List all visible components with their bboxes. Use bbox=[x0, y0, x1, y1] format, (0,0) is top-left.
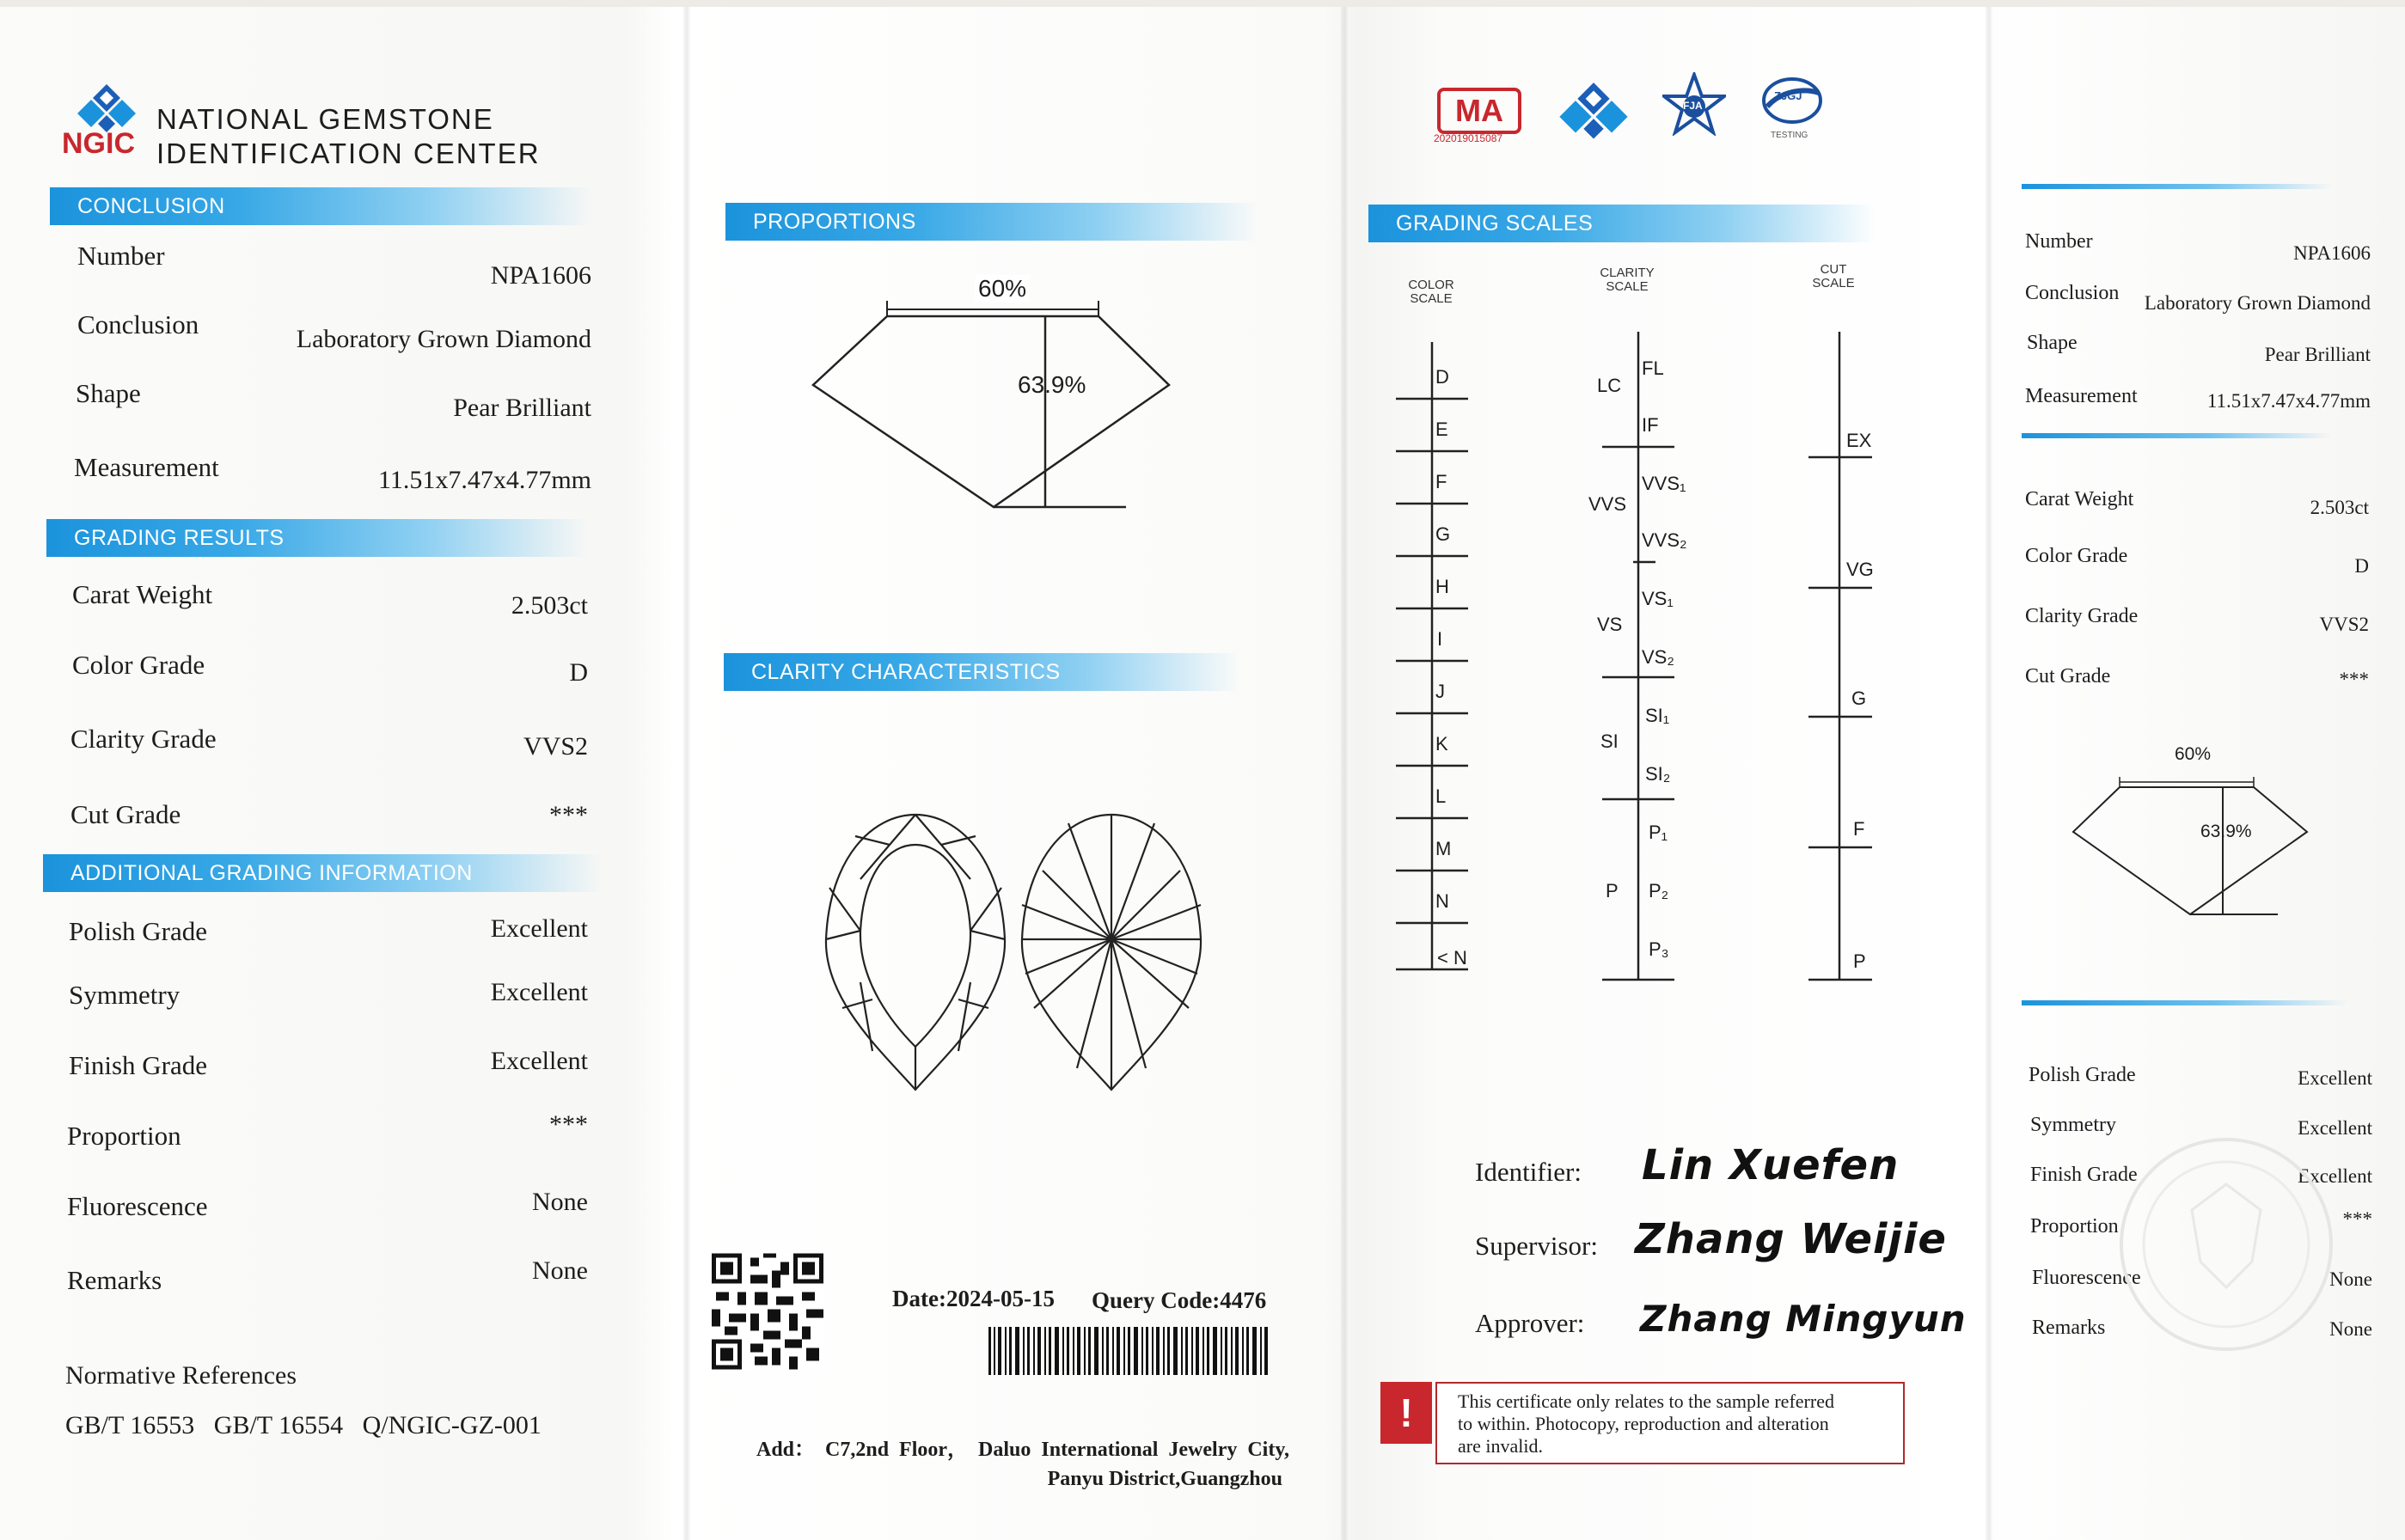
org-name-line2: IDENTIFICATION CENTER bbox=[156, 138, 541, 169]
summary-label: Polish Grade bbox=[2029, 1064, 2136, 1086]
summary-value: Excellent bbox=[2298, 1117, 2372, 1139]
color-grade-label: L bbox=[1435, 785, 1447, 807]
cut-grade-label: G bbox=[1851, 688, 1867, 709]
clarity-grade-label: SI₂ bbox=[1645, 763, 1671, 785]
supervisor-label: Supervisor: bbox=[1475, 1231, 1598, 1261]
row-label: Shape bbox=[76, 378, 141, 408]
summary-label: Conclusion bbox=[2025, 282, 2120, 304]
address-line2: Panyu District,Guangzhou bbox=[1047, 1468, 1282, 1490]
color-grade-label: N bbox=[1435, 890, 1449, 912]
summary-value: Excellent bbox=[2298, 1165, 2372, 1187]
zjgj-text: ZJGJ bbox=[1774, 89, 1802, 102]
summary-label: Carat Weight bbox=[2025, 488, 2134, 510]
supervisor-signature: Zhang Weijie bbox=[1635, 1215, 1947, 1263]
clarity-scale-title bbox=[1588, 266, 1666, 294]
normative-title: Normative References bbox=[65, 1361, 297, 1390]
row-value: *** bbox=[549, 1110, 588, 1139]
clarity-grade-label: VVS₂ bbox=[1642, 529, 1687, 551]
clarity-plot-diagram bbox=[821, 810, 1208, 1094]
row-value: NPA1606 bbox=[490, 261, 591, 290]
row-value: Excellent bbox=[490, 978, 588, 1006]
row-value: 2.503ct bbox=[511, 591, 588, 620]
summary-label: Shape bbox=[2027, 332, 2078, 354]
fold-line bbox=[683, 7, 690, 1540]
summary-proportions-diagram bbox=[2068, 763, 2312, 926]
row-label: Measurement bbox=[74, 452, 219, 482]
grading-scales-header: GRADING SCALES bbox=[1368, 205, 1876, 242]
clarity-grade-label: P₃ bbox=[1649, 938, 1669, 960]
summary-value: Pear Brilliant bbox=[2264, 344, 2371, 365]
warning-icon bbox=[1380, 1382, 1432, 1444]
row-label: Finish Grade bbox=[69, 1050, 208, 1080]
summary-value: None bbox=[2329, 1268, 2372, 1290]
logo-abbr: NGIC bbox=[62, 127, 135, 160]
query-code: Query Code:4476 bbox=[1092, 1287, 1267, 1313]
row-label: Fluorescence bbox=[67, 1191, 208, 1221]
color-grade-label: G bbox=[1435, 523, 1451, 545]
color-scale-title bbox=[1392, 278, 1470, 306]
summary-value: None bbox=[2329, 1318, 2372, 1340]
additional-info-header: ADDITIONAL GRADING INFORMATION bbox=[43, 854, 602, 892]
row-label: Color Grade bbox=[72, 650, 205, 680]
summary-label: Color Grade bbox=[2025, 545, 2128, 567]
fja-text: FJA bbox=[1683, 100, 1703, 112]
summary-value: D bbox=[2354, 555, 2369, 577]
row-label: Conclusion bbox=[77, 309, 199, 339]
summary-depth-percentage: 63.9% bbox=[2200, 822, 2252, 841]
row-value: D bbox=[569, 658, 588, 687]
cma-number: 202019015087 bbox=[1434, 132, 1503, 144]
row-value: *** bbox=[549, 801, 588, 829]
fold-line bbox=[1986, 7, 1992, 1540]
clarity-group-label: P bbox=[1606, 880, 1619, 901]
scale-title-line: COLOR bbox=[1408, 278, 1454, 292]
row-label: Symmetry bbox=[69, 980, 181, 1010]
qr-code-icon bbox=[712, 1253, 823, 1370]
color-grade-label: E bbox=[1435, 419, 1448, 440]
approver-label: Approver: bbox=[1475, 1308, 1585, 1338]
scale-title-line: SCALE bbox=[1606, 279, 1649, 294]
identifier-signature: Lin Xuefen bbox=[1642, 1141, 1900, 1189]
row-label: Carat Weight bbox=[72, 579, 213, 609]
table-percentage: 60% bbox=[975, 275, 1030, 302]
summary-label: Clarity Grade bbox=[2025, 605, 2139, 627]
proportions-header: PROPORTIONS bbox=[725, 203, 1258, 241]
warning-icon-glyph: ! bbox=[1399, 1390, 1413, 1435]
cut-grade-label: VG bbox=[1846, 559, 1874, 580]
clarity-grade-label: FL bbox=[1642, 358, 1664, 379]
cut-grade-label: P bbox=[1853, 950, 1866, 972]
proportions-diagram bbox=[808, 282, 1186, 522]
summary-label: Finish Grade bbox=[2030, 1164, 2138, 1186]
scale-title-line: CLARITY bbox=[1600, 266, 1655, 280]
clarity-grade-label: P₂ bbox=[1649, 880, 1669, 901]
clarity-group-label: VVS bbox=[1588, 493, 1627, 515]
color-grade-label: I bbox=[1437, 628, 1443, 650]
row-label: Cut Grade bbox=[70, 799, 181, 829]
color-grade-label: < N bbox=[1437, 947, 1467, 969]
clarity-grade-label: VS₂ bbox=[1642, 646, 1674, 668]
clarity-group-label: LC bbox=[1597, 375, 1622, 396]
scale-title-line: CUT bbox=[1820, 262, 1847, 277]
notice-text bbox=[1458, 1390, 1834, 1458]
clarity-group-label: SI bbox=[1600, 730, 1619, 752]
summary-value: NPA1606 bbox=[2293, 242, 2371, 264]
depth-percentage: 63.9% bbox=[1018, 371, 1086, 398]
row-value: Laboratory Grown Diamond bbox=[296, 325, 591, 353]
clarity-grade-label: IF bbox=[1642, 414, 1659, 436]
summary-label: Fluorescence bbox=[2032, 1267, 2141, 1289]
row-label: Clarity Grade bbox=[70, 724, 217, 754]
row-value: Pear Brilliant bbox=[453, 394, 591, 422]
identifier-label: Identifier: bbox=[1475, 1157, 1582, 1187]
row-label: Polish Grade bbox=[69, 916, 208, 946]
summary-value: VVS2 bbox=[2319, 614, 2369, 635]
summary-divider bbox=[2022, 1000, 2348, 1005]
summary-value: 2.503ct bbox=[2310, 497, 2369, 518]
cut-scale-title bbox=[1795, 263, 1872, 290]
row-value: None bbox=[532, 1256, 588, 1285]
clarity-grade-label: P₁ bbox=[1649, 822, 1668, 843]
approver-signature: Zhang Mingyun bbox=[1640, 1298, 1967, 1340]
scale-title-line: SCALE bbox=[1812, 276, 1855, 290]
clarity-grade-label: VVS₁ bbox=[1642, 473, 1686, 494]
summary-label: Symmetry bbox=[2030, 1114, 2116, 1136]
address-line1: Add： C7,2nd Floor， Daluo International Jewelry City, bbox=[756, 1439, 1290, 1461]
color-grade-label: H bbox=[1435, 576, 1449, 597]
org-name-line1: NATIONAL GEMSTONE bbox=[156, 103, 494, 135]
row-value: 11.51x7.47x4.77mm bbox=[377, 466, 591, 494]
summary-label: Proportion bbox=[2030, 1215, 2119, 1238]
summary-divider bbox=[2022, 433, 2331, 438]
row-value: None bbox=[532, 1188, 588, 1216]
row-label: Number bbox=[77, 241, 165, 271]
notice-line: are invalid. bbox=[1458, 1435, 1543, 1457]
summary-label: Measurement bbox=[2025, 385, 2138, 407]
zjgj-subtext: TESTING bbox=[1771, 131, 1808, 140]
summary-value: Excellent bbox=[2298, 1067, 2372, 1089]
color-grade-label: J bbox=[1435, 681, 1445, 702]
summary-divider bbox=[2022, 184, 2331, 189]
cut-grade-label: F bbox=[1853, 818, 1865, 840]
color-grade-label: D bbox=[1435, 366, 1449, 388]
cut-scale-ruler bbox=[1796, 330, 1882, 983]
summary-label: Cut Grade bbox=[2025, 665, 2111, 688]
clarity-group-label: VS bbox=[1597, 614, 1623, 635]
scale-title-line: SCALE bbox=[1410, 291, 1453, 306]
row-label: Proportion bbox=[67, 1121, 181, 1151]
summary-value: Laboratory Grown Diamond bbox=[2144, 292, 2371, 314]
fold-line bbox=[1341, 7, 1348, 1540]
clarity-characteristics-header: CLARITY CHARACTERISTICS bbox=[724, 653, 1239, 691]
cut-grade-label: EX bbox=[1846, 430, 1872, 451]
color-grade-label: K bbox=[1435, 733, 1448, 755]
row-label: Remarks bbox=[67, 1265, 162, 1295]
cma-mark-icon bbox=[1437, 88, 1521, 134]
barcode-icon bbox=[988, 1327, 1269, 1375]
clarity-grade-label: VS₁ bbox=[1642, 588, 1674, 609]
color-grade-label: F bbox=[1435, 471, 1447, 492]
watermark-seal-icon bbox=[2114, 1133, 2338, 1356]
grading-results-header: GRADING RESULTS bbox=[46, 519, 588, 557]
summary-value: *** bbox=[2342, 1208, 2372, 1230]
clarity-grade-label: SI₁ bbox=[1645, 705, 1670, 726]
summary-label: Number bbox=[2025, 230, 2093, 253]
notice-box bbox=[1435, 1382, 1905, 1464]
color-scale-ruler bbox=[1389, 333, 1475, 987]
row-value: VVS2 bbox=[523, 732, 588, 761]
notice-line: This certificate only relates to the sample referred bbox=[1458, 1390, 1834, 1412]
notice-line: to within. Photocopy, reproduction and alteration bbox=[1458, 1413, 1829, 1434]
certificate-sheet bbox=[0, 7, 2405, 1540]
summary-value: *** bbox=[2339, 669, 2369, 690]
conclusion-header: CONCLUSION bbox=[50, 187, 591, 225]
cma-text: MA bbox=[1455, 93, 1503, 128]
color-grade-label: M bbox=[1435, 838, 1452, 859]
row-value: Excellent bbox=[490, 914, 588, 943]
summary-label: Remarks bbox=[2032, 1317, 2106, 1339]
summary-value: 11.51x7.47x4.77mm bbox=[2206, 390, 2371, 412]
summary-table-percentage: 60% bbox=[2175, 744, 2212, 764]
row-value: Excellent bbox=[490, 1047, 588, 1075]
issue-date: Date:2024-05-15 bbox=[892, 1286, 1055, 1311]
normative-refs: GB/T 16553 GB/T 16554 Q/NGIC-GZ-001 bbox=[65, 1411, 542, 1439]
ngic-mark-icon bbox=[1557, 79, 1630, 144]
